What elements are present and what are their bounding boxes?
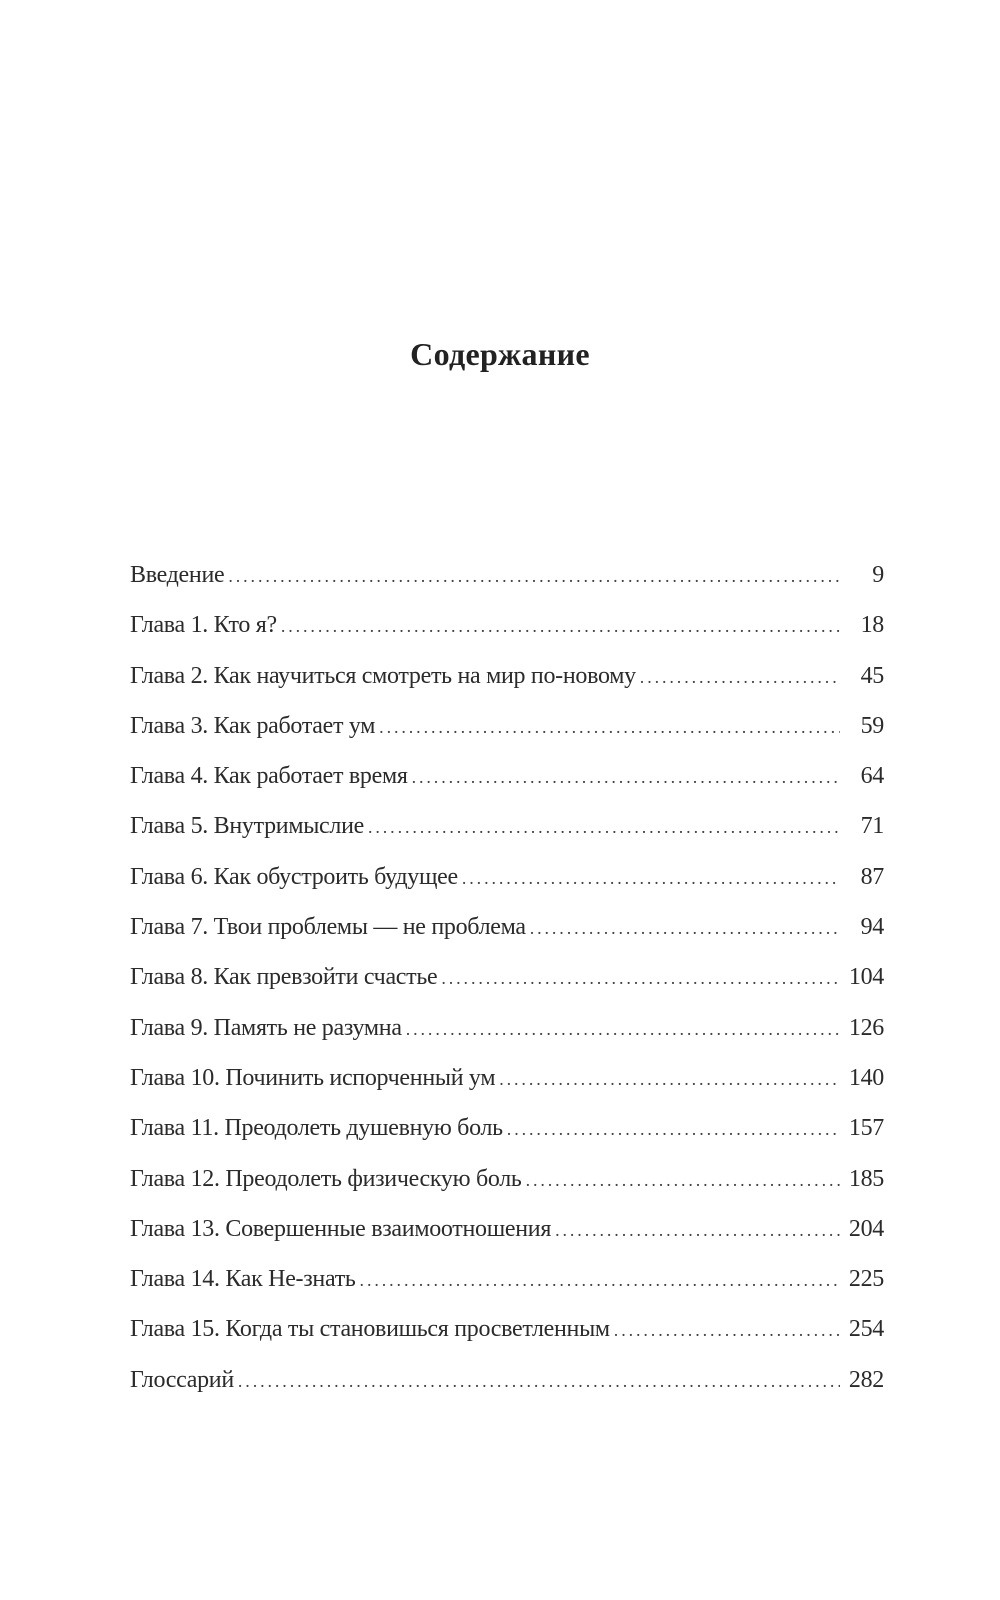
toc-entry-title: Глава 10. Починить испорченный ум [130,1064,496,1091]
toc-entry-page: 282 [848,1366,884,1393]
dot-leader [412,763,840,790]
toc-entry-page: 104 [848,964,884,991]
toc-entry-page: 45 [860,662,884,689]
dot-leader [462,864,840,891]
dot-leader [555,1216,840,1243]
toc-entry-chapter-4[interactable] [130,763,884,813]
dot-leader [228,562,840,589]
toc-entry-page: 18 [860,612,884,639]
toc-entry-chapter-9[interactable] [130,1015,884,1065]
toc-entry-page: 185 [848,1165,884,1192]
toc-entry-page: 254 [848,1316,884,1343]
toc-entry-page: 94 [860,914,884,941]
toc-entry-chapter-11[interactable] [130,1115,884,1165]
toc-entry-title: Глава 3. Как работает ум [130,712,376,739]
toc-entry-title: Глава 12. Преодолеть физическую боль [130,1165,522,1192]
toc-entry-title: Глава 9. Память не разумна [130,1014,402,1041]
dot-leader [614,1316,840,1343]
toc-entry-title: Глава 5. Внутримыслие [130,813,364,840]
toc-entry-glossary[interactable] [130,1367,884,1417]
toc-entry-page: 87 [860,863,884,890]
toc-entry-page: 204 [848,1215,884,1242]
toc-entry-title: Глава 2. Как научиться смотреть на мир по-новому [130,662,636,689]
dot-leader [507,1115,840,1142]
toc-entry-page: 157 [848,1115,884,1142]
table-of-contents [130,562,884,1417]
dot-leader [379,713,840,740]
toc-entry-page: 64 [860,763,884,790]
toc-entry-chapter-10[interactable] [130,1065,884,1115]
toc-entry-title: Глава 13. Совершенные взаимоотношения [130,1215,552,1242]
toc-entry-page: 71 [860,813,884,840]
toc-entry-title: Глава 11. Преодолеть душевную боль [130,1115,503,1142]
dot-leader [526,1166,840,1193]
dot-leader [640,663,840,690]
toc-entry-chapter-12[interactable] [130,1166,884,1216]
toc-entry-title: Глава 8. Как превзойти счастье [130,964,438,991]
toc-entry-chapter-1[interactable] [130,612,884,662]
toc-entry-page: 9 [872,562,884,588]
toc-entry-title: Глава 14. Как Не-знать [130,1266,356,1293]
toc-entry-chapter-14[interactable] [130,1266,884,1316]
toc-entry-title: Введение [130,562,225,588]
toc-entry-chapter-3[interactable] [130,713,884,763]
dot-leader [281,612,840,639]
toc-entry-title: Глава 4. Как работает время [130,763,408,790]
toc-entry-title: Глава 7. Твои проблемы — не проблема [130,914,526,941]
toc-entry-title: Глава 1. Кто я? [130,612,277,639]
dot-leader [368,813,840,840]
toc-entry-chapter-13[interactable] [130,1216,884,1266]
dot-leader [360,1266,840,1293]
toc-entry-chapter-6[interactable] [130,864,884,914]
toc-entry-title: Глава 6. Как обустроить будущее [130,863,458,890]
toc-entry-page: 140 [848,1064,884,1091]
toc-entry-chapter-15[interactable] [130,1316,884,1366]
toc-entry-title: Глава 15. Когда ты становишься просветленным [130,1316,610,1343]
toc-entry-page: 59 [860,712,884,739]
dot-leader [238,1367,840,1394]
toc-entry-introduction[interactable] [130,562,884,612]
toc-entry-page: 126 [848,1014,884,1041]
dot-leader [441,964,840,991]
toc-entry-page: 225 [848,1266,884,1293]
toc-entry-chapter-7[interactable] [130,914,884,964]
toc-entry-title: Глоссарий [130,1366,234,1393]
toc-entry-chapter-2[interactable] [130,663,884,713]
toc-entry-chapter-5[interactable] [130,813,884,863]
page-title: Содержание [410,336,590,372]
dot-leader [499,1065,840,1092]
dot-leader [530,914,840,941]
toc-entry-chapter-8[interactable] [130,964,884,1014]
dot-leader [406,1015,840,1042]
